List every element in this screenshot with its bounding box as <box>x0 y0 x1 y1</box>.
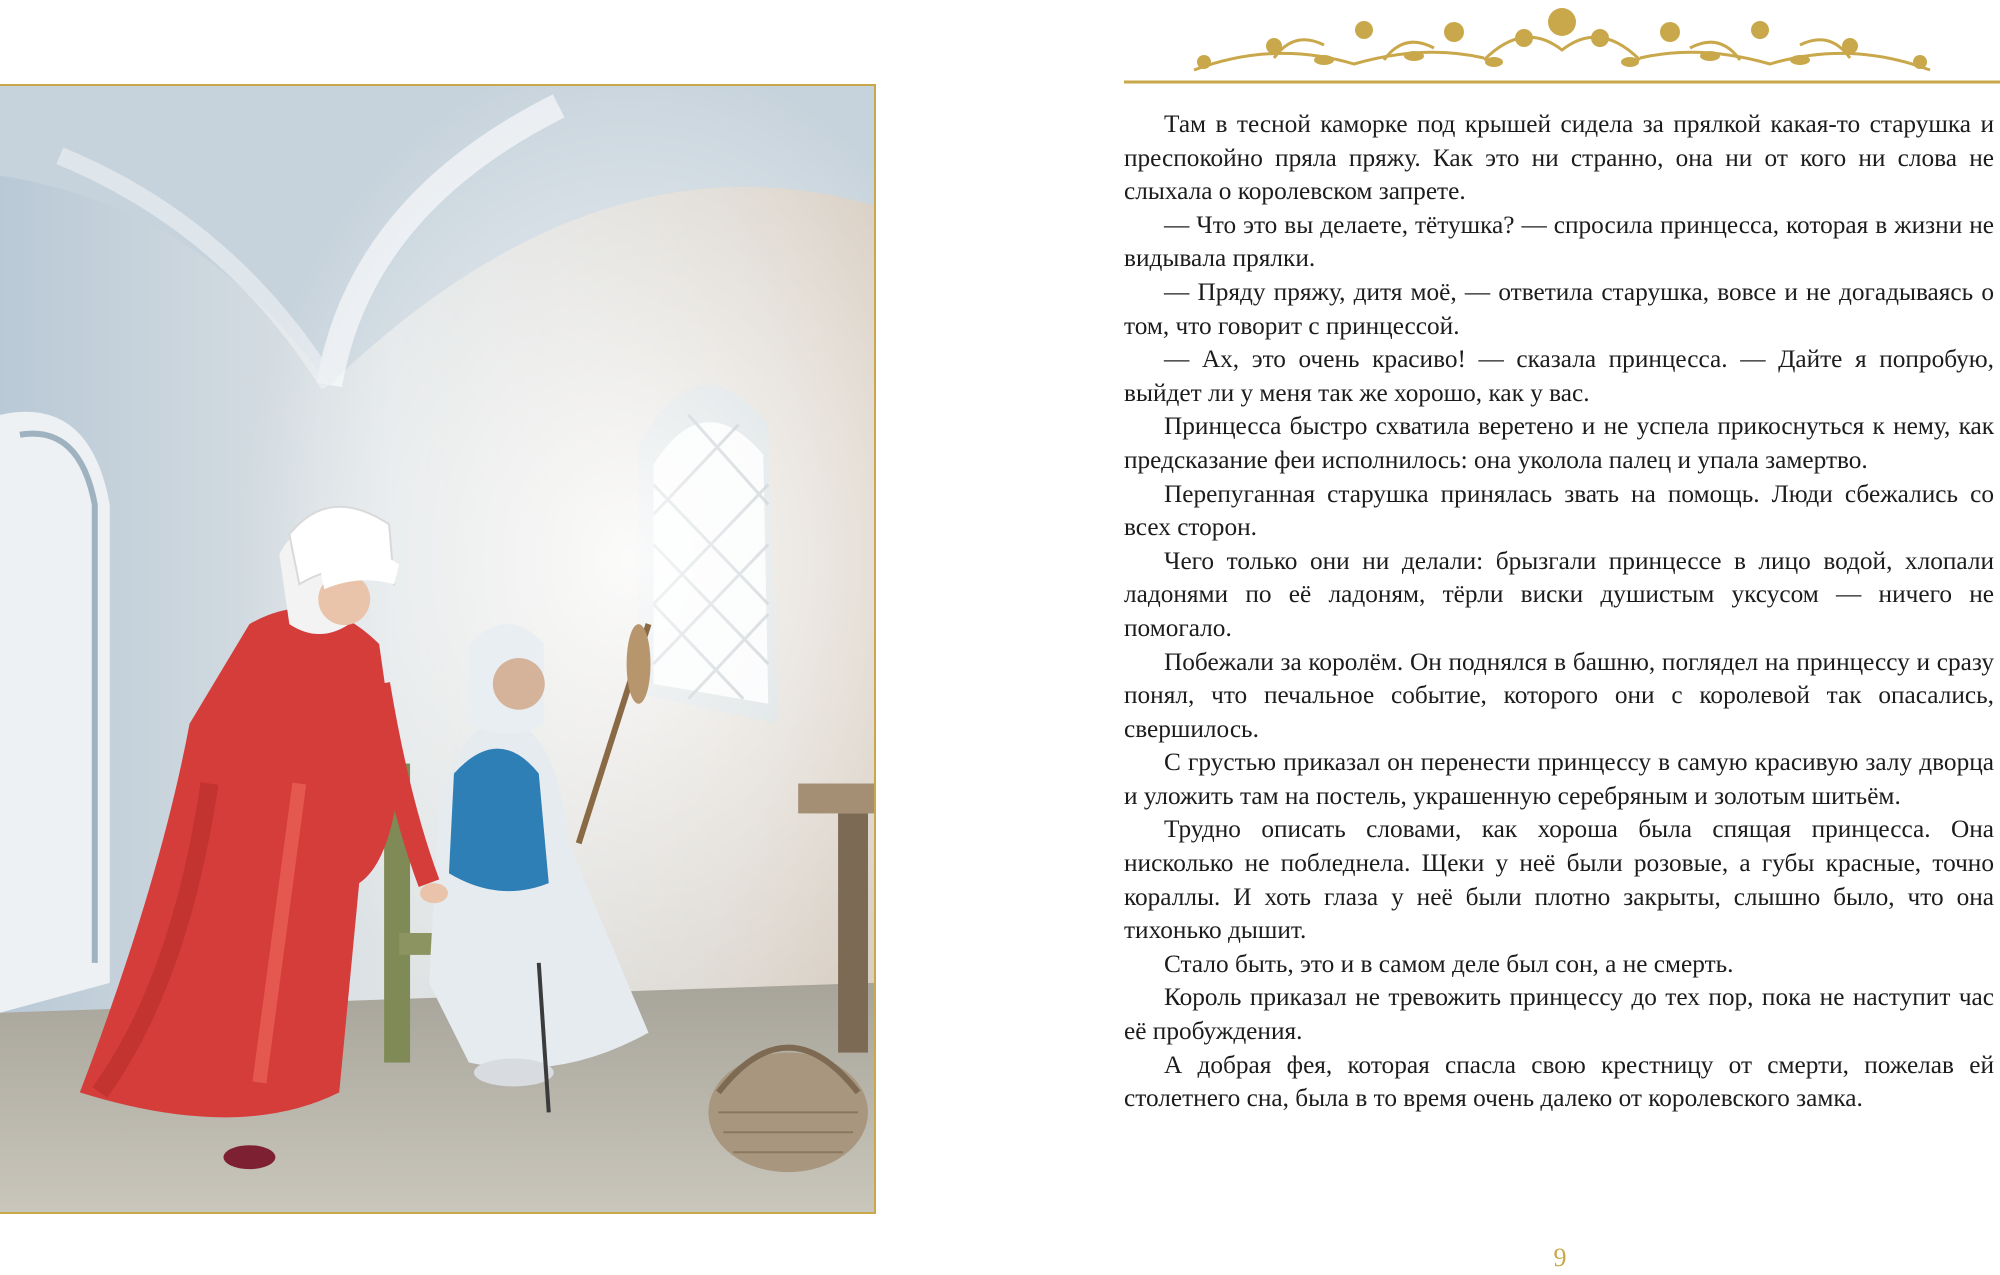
paragraph: Там в тесной каморке под крышей сидела за прялкой какая-то старушка и преспокойно пряла пряжу. Как это ни странно, она ни от кого ни слова не слыхала о королевском запрете. <box>1124 110 1994 206</box>
paragraph: Принцесса быстро схватила веретено и не успела прикоснуться к нему, как предсказание феи исполнилось: она уколола палец и упала замертво. <box>1124 412 1994 474</box>
paragraph: — Пряду пряжу, дитя моё, — ответила старушка, вовсе и не догадываясь о том, что говорит с принцессой. <box>1124 277 1994 340</box>
header-ornament <box>1124 0 2000 86</box>
paragraph: Побежали за королём. Он поднялся в башню, поглядел на принцессу и сразу понял, что печальное событие, которого они с королевой так опасались, свершилось. <box>1124 647 1994 743</box>
paragraph: А добрая фея, которая спасла свою крестницу от смерти, пожелав ей столетнего сна, была в то время очень далеко от королевского замка. <box>1124 1050 1994 1113</box>
paragraph: С грустью приказал он перенести принцессу в самую красивую залу дворца и уложить там на постель, украшенную серебряным и золотым шитьём. <box>1124 748 1994 810</box>
watercolor-illustration-icon <box>0 86 874 1212</box>
paragraph: Стало быть, это и в самом деле был сон, а не смерть. <box>1164 949 1734 978</box>
page-number: 9 <box>1553 1243 1567 1272</box>
gold-floral-ornament-icon <box>1124 0 2000 86</box>
illustration <box>0 84 876 1214</box>
paragraph: Трудно описать словами, как хороша была спящая принцесса. Она нисколько не побледнела. Щеки у неё были розовые, а губы красные, точно кораллы. И хоть глаза у неё были плотно закрыты, слышно было, что она тихонько дышит. <box>1124 815 1994 945</box>
paragraph: — Ах, это очень красиво! — сказала принцесса. — Дайте я попробую, выйдет ли у меня так же хорошо, как у вас. <box>1124 345 1994 407</box>
paragraph: Чего только они ни делали: брызгали принцессе в лицо водой, хлопали ладонями по её ладоням, тёрли виски душистым уксусом — ничего не помогало. <box>1124 546 1994 642</box>
paragraph: Король приказал не тревожить принцессу до тех пор, пока не наступит час её пробуждения. <box>1124 983 1994 1046</box>
paragraph: Перепуганная старушка принялась звать на помощь. Люди сбежались со всех сторон. <box>1124 479 1994 542</box>
story-text <box>1124 108 1994 1116</box>
paragraph: — Что это вы делаете, тётушка? — спросила принцесса, которая в жизни не видывала прялки. <box>1124 210 1994 273</box>
